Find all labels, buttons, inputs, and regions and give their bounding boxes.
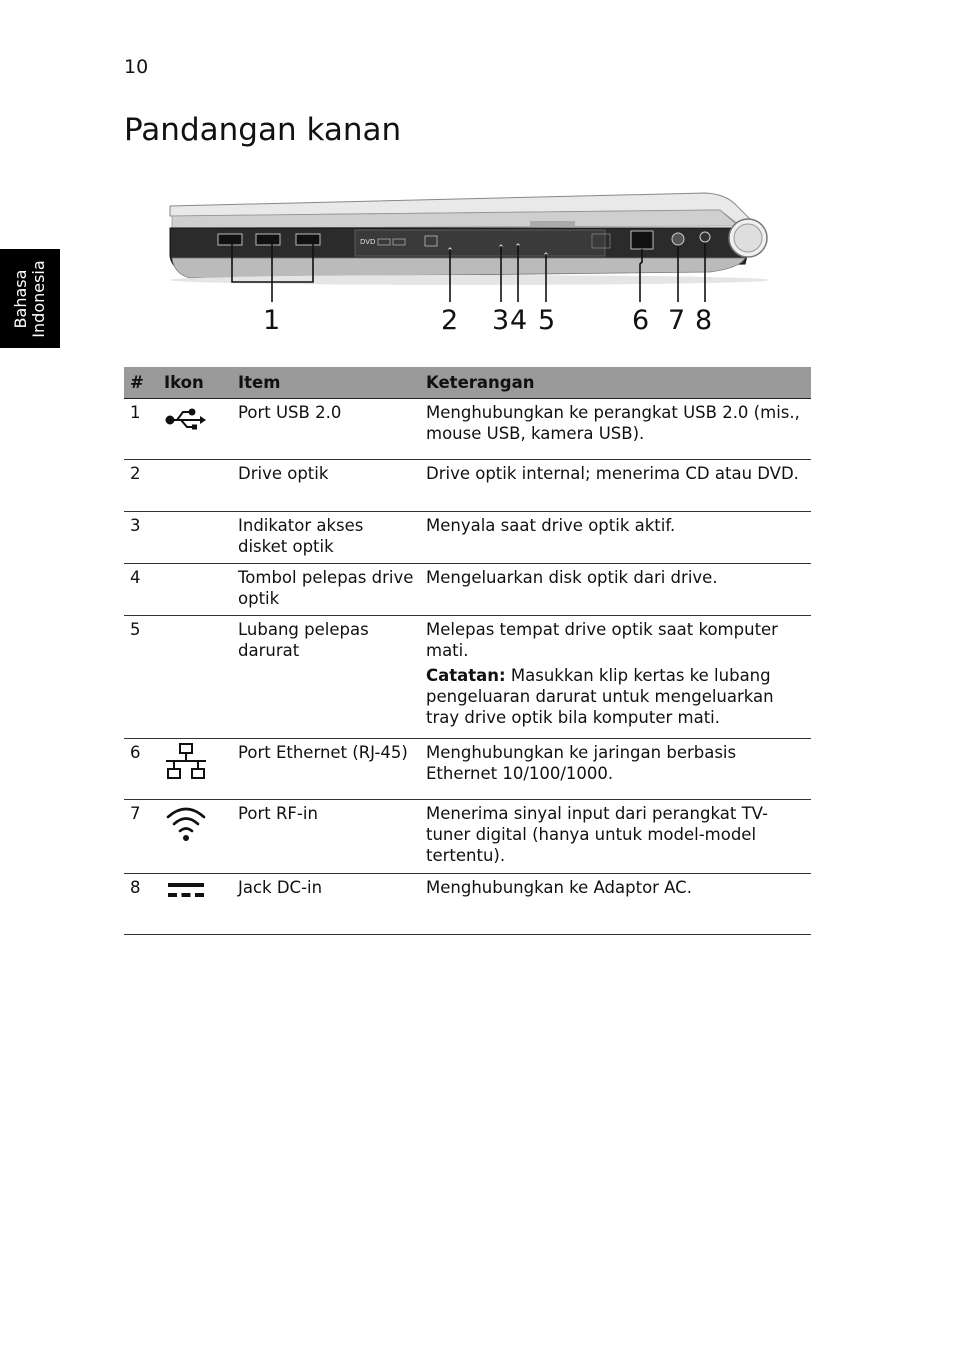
note-label: Catatan: — [426, 666, 506, 685]
row-icon — [158, 800, 232, 874]
table-row — [124, 564, 811, 616]
row-num: 1 — [124, 399, 158, 460]
row-item: Port Ethernet (RJ-45) — [232, 739, 420, 800]
row-num: 6 — [124, 739, 158, 800]
row-item: Port USB 2.0 — [232, 399, 420, 460]
header-item: Item — [232, 367, 420, 399]
header-icon: Ikon — [158, 367, 232, 399]
laptop-right-side-illustration — [150, 186, 790, 336]
callout-1: 1 — [263, 305, 281, 336]
table-row — [124, 739, 811, 800]
row-item: Port RF-in — [232, 800, 420, 874]
table-row — [124, 512, 811, 564]
row-icon — [158, 512, 232, 564]
row-icon — [158, 460, 232, 512]
row-item: Drive optik — [232, 460, 420, 512]
row-item: Jack DC-in — [232, 874, 420, 935]
table-row — [124, 616, 811, 739]
row-item: Indikator akses disket optik — [232, 512, 420, 564]
row-num: 8 — [124, 874, 158, 935]
page-number: 10 — [124, 56, 149, 78]
header-description: Keterangan — [420, 367, 811, 399]
side-tab-label: Bahasa Indonesia — [11, 259, 48, 338]
callout-2: 2 — [441, 305, 459, 336]
table-row — [124, 399, 811, 460]
callout-3: 3 — [492, 305, 510, 336]
row-item: Lubang pelepas darurat — [232, 616, 420, 739]
row-num: 4 — [124, 564, 158, 616]
rf-in-icon — [164, 803, 208, 843]
callout-8: 8 — [695, 305, 713, 336]
ethernet-icon — [164, 742, 208, 782]
row-description: Drive optik internal; menerima CD atau DVD. — [420, 460, 811, 512]
header-num: # — [124, 367, 158, 399]
row-note — [426, 665, 805, 728]
note-text: Masukkan klip kertas ke lubang pengeluaran darurat untuk mengeluarkan tray drive optik bila komputer mati. — [426, 666, 774, 727]
row-description: Menerima sinyal input dari perangkat TV-tuner digital (hanya untuk model-model tertentu). — [420, 800, 811, 874]
row-icon — [158, 399, 232, 460]
row-description: Mengeluarkan disk optik dari drive. — [420, 564, 811, 616]
port-table — [124, 367, 811, 935]
row-description — [420, 616, 811, 739]
language-side-tab — [0, 249, 60, 348]
table-row — [124, 460, 811, 512]
svg-text:DVD: DVD — [360, 238, 376, 246]
row-icon — [158, 616, 232, 739]
callout-5: 5 — [538, 305, 556, 336]
row-description-text: Melepas tempat drive optik saat komputer mati. — [426, 620, 778, 660]
row-num: 7 — [124, 800, 158, 874]
row-icon — [158, 739, 232, 800]
page-title: Pandangan kanan — [124, 112, 402, 148]
table-header-row — [124, 367, 811, 399]
row-description: Menghubungkan ke Adaptor AC. — [420, 874, 811, 935]
row-description: Menghubungkan ke perangkat USB 2.0 (mis., mouse USB, kamera USB). — [420, 399, 811, 460]
usb-icon — [164, 402, 208, 442]
table-row — [124, 800, 811, 874]
row-description: Menghubungkan ke jaringan berbasis Ethernet 10/100/1000. — [420, 739, 811, 800]
callout-7: 7 — [668, 305, 686, 336]
row-description: Menyala saat drive optik aktif. — [420, 512, 811, 564]
table-row — [124, 874, 811, 935]
row-icon — [158, 564, 232, 616]
row-num: 2 — [124, 460, 158, 512]
row-item: Tombol pelepas drive optik — [232, 564, 420, 616]
callout-6: 6 — [632, 305, 650, 336]
callout-4: 4 — [510, 305, 528, 336]
row-icon — [158, 874, 232, 935]
dc-in-icon — [164, 877, 208, 917]
row-num: 3 — [124, 512, 158, 564]
row-num: 5 — [124, 616, 158, 739]
